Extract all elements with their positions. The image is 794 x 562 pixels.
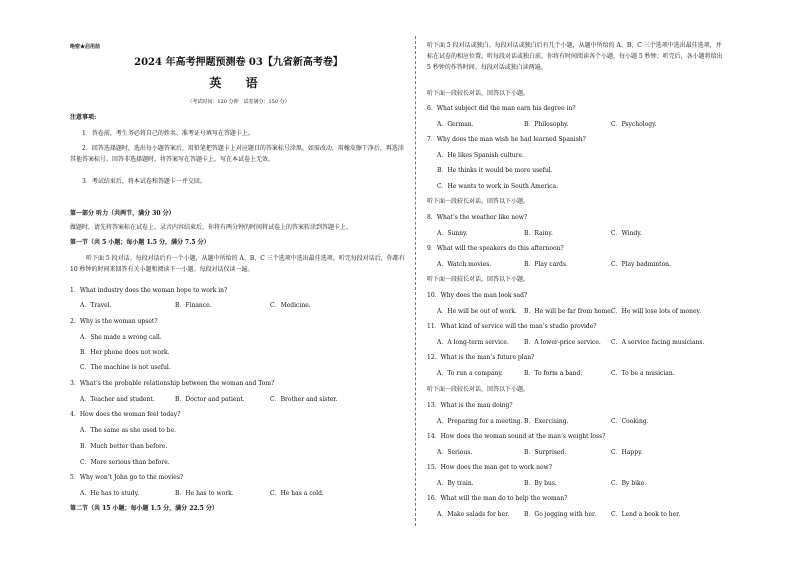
q3-option-c: C．Brother and sister. bbox=[270, 396, 338, 403]
q7-option-c: C．He wants to work in South America. bbox=[437, 183, 559, 190]
q15-option-b: B．By bus. bbox=[524, 480, 557, 487]
q12-option-b: B．To form a band. bbox=[524, 370, 583, 377]
question-2: 2．Why is the woman upset? bbox=[70, 318, 158, 325]
q5-option-a: A．He has to study. bbox=[80, 490, 140, 497]
q4-option-a: A．The same as she used to be. bbox=[80, 427, 176, 434]
q16-option-c: C．Lend a book to her. bbox=[611, 511, 681, 518]
q9-option-a: A．Watch movies. bbox=[437, 261, 492, 268]
q12-option-a: A．To run a company. bbox=[437, 370, 503, 377]
q15-option-a: A．By train. bbox=[437, 480, 474, 487]
exam-time: （考试时间：120 分钟 试卷满分：150 分） bbox=[187, 99, 290, 105]
question-1: 1．What industry does the woman hope to work in? bbox=[70, 287, 228, 294]
q10-option-b: B．He will be far from home. bbox=[524, 308, 613, 315]
column-divider bbox=[415, 36, 416, 526]
question-9: 9．What will the speakers do this afternoon? bbox=[427, 245, 564, 252]
q2-option-c: C．The machine is not useful. bbox=[80, 364, 171, 371]
q2-option-a: A．She made a wrong call. bbox=[80, 334, 162, 341]
q6-option-a: A．German. bbox=[437, 121, 474, 128]
section1-title: 第一节（共 5 小题；每小题 1.5 分，满分 7.5 分） bbox=[70, 239, 210, 246]
listen-instruction-10: 听下面一段较长对话，回答以下小题。 bbox=[427, 276, 530, 283]
question-6: 6．What subject did the man earn his degree in? bbox=[427, 105, 576, 112]
section1-intro: 听下面 5 段对话。每段对话后有一个小题，从题中所给的 A、B、C 三个选项中选出最佳选项。听完每段对话后，你都有 10 秒钟的时间来回答有关小题和阅读下一小题。每段对话仅读一遍。 bbox=[70, 255, 405, 273]
secret-label: 绝密★启用前 bbox=[70, 44, 101, 50]
listen-instruction-13: 听下面一段较长对话，回答以下小题。 bbox=[427, 386, 530, 393]
q8-option-b: B．Rainy. bbox=[524, 230, 553, 237]
q16-option-a: A．Make salads for her. bbox=[437, 511, 510, 518]
question-12: 12．What is the man’s future plan? bbox=[427, 354, 535, 361]
q1-option-b: B．Finance. bbox=[175, 302, 212, 309]
question-3: 3．What’s the probable relationship between the woman and Tom? bbox=[70, 380, 275, 387]
q6-option-b: B．Philosophy. bbox=[524, 121, 569, 128]
question-15: 15．How does the man get to work now? bbox=[427, 464, 552, 471]
q11-option-a: A．A long-term service. bbox=[437, 339, 509, 346]
part1-title: 第一部分 听力（共两节，满分 30 分） bbox=[70, 210, 175, 217]
q13-option-a: A．Preparing for a meeting. bbox=[437, 418, 523, 425]
q5-option-b: B．He has to work. bbox=[175, 490, 234, 497]
q8-option-c: C．Windy. bbox=[611, 230, 642, 237]
q16-option-b: B．Go jogging with her. bbox=[524, 511, 597, 518]
q8-option-a: A．Sunny. bbox=[437, 230, 468, 237]
question-10: 10．Why does the man look sad? bbox=[427, 292, 528, 299]
q14-option-c: C．Happy. bbox=[611, 449, 643, 456]
q14-option-a: A．Serious. bbox=[437, 449, 473, 456]
q13-option-b: B．Exercising. bbox=[524, 418, 569, 425]
q4-option-c: C．More serious than before. bbox=[80, 459, 170, 466]
question-8: 8．What’s the weather like now? bbox=[427, 214, 528, 221]
question-11: 11．What kind of service will the man’s studio provide? bbox=[427, 323, 597, 330]
q11-option-c: C．A service facing musicians. bbox=[611, 339, 705, 346]
q1-option-a: A．Travel. bbox=[80, 302, 112, 309]
listen-instruction-8: 听下面一段较长对话，回答以下小题。 bbox=[427, 198, 530, 205]
q3-option-a: A．Teacher and student. bbox=[80, 396, 155, 403]
notice-item-1: 1．答卷前，考生务必将自己的姓名、准考证号填写在答题卡上。 bbox=[82, 130, 254, 137]
q11-option-b: B．A lower-price service. bbox=[524, 339, 601, 346]
q7-option-b: B．He thinks it would be more useful. bbox=[437, 167, 553, 174]
q9-option-b: B．Play cards. bbox=[524, 261, 568, 268]
part1-intro: 做题时，请先将答案标在试卷上。录音内容结束后，你将有两分钟的时间将试卷上的答案转涂到答题卡上。 bbox=[70, 224, 353, 231]
exam-title: 2024 年高考押题预测卷 03【九省新高考卷】 bbox=[134, 57, 343, 68]
notice-item-3: 3．考试结束后，将本试卷和答题卡一并交回。 bbox=[82, 178, 206, 185]
q5-option-c: C．He has a cold. bbox=[270, 490, 324, 497]
question-13: 13．What is the man doing? bbox=[427, 402, 513, 409]
section2-intro: 听下面 5 段对话或独白。每段对话或独白后有几个小题，从题中所给的 A、B、C 三个选项中选出最佳选项，并标在试卷的相应位置。听每段对话或独白前，你将有时间阅读各个小题，每小题 5 秒钟；听完后，各小题将给出 5 秒钟的作答时间。每段对话或独白读两遍。 bbox=[427, 42, 723, 71]
question-14: 14．How does the woman sound at the man’s weight loss? bbox=[427, 433, 606, 440]
q14-option-b: B．Surprised. bbox=[524, 449, 567, 456]
section2-title: 第二节（共 15 小题；每小题 1.5 分，满分 22.5 分） bbox=[70, 505, 218, 512]
notice-item-2: 2．回答选择题时，选出每小题答案后，用铅笔把答题卡上对应题目的答案标号涂黑。如需改动，用橡皮擦干净后，再选涂其他答案标号。回答非选择题时，将答案写在答题卡上，写在本试卷上无效。 bbox=[70, 145, 404, 163]
listen-instruction-6: 听下面一段较长对话，回答以下小题。 bbox=[427, 90, 530, 97]
q10-option-c: C．He will lose lots of money. bbox=[611, 308, 702, 315]
q10-option-a: A．He will be out of work. bbox=[437, 308, 517, 315]
q1-option-c: C．Medicine. bbox=[270, 302, 311, 309]
q3-option-b: B．Doctor and patient. bbox=[175, 396, 245, 403]
q2-option-b: B．Her phone does not work. bbox=[80, 349, 170, 356]
question-5: 5．Why won’t John go to the movies? bbox=[70, 474, 184, 481]
q15-option-c: C．By bike. bbox=[611, 480, 647, 487]
q7-option-a: A．He likes Spanish culture. bbox=[437, 152, 524, 159]
notice-title: 注意事项: bbox=[70, 114, 97, 121]
subject-title: 英 语 bbox=[209, 76, 268, 90]
question-4: 4．How does the woman feel today? bbox=[70, 411, 181, 418]
q13-option-c: C．Cooking. bbox=[611, 418, 649, 425]
q12-option-c: C．To be a musician. bbox=[611, 370, 675, 377]
q6-option-c: C．Psychology. bbox=[611, 121, 657, 128]
question-16: 16．What will the man do to help the woman? bbox=[427, 495, 568, 502]
q4-option-b: B．Much better than before. bbox=[80, 443, 168, 450]
q9-option-c: C．Play badminton. bbox=[611, 261, 671, 268]
question-7: 7．Why does the man wish he had learned Spanish? bbox=[427, 136, 586, 143]
